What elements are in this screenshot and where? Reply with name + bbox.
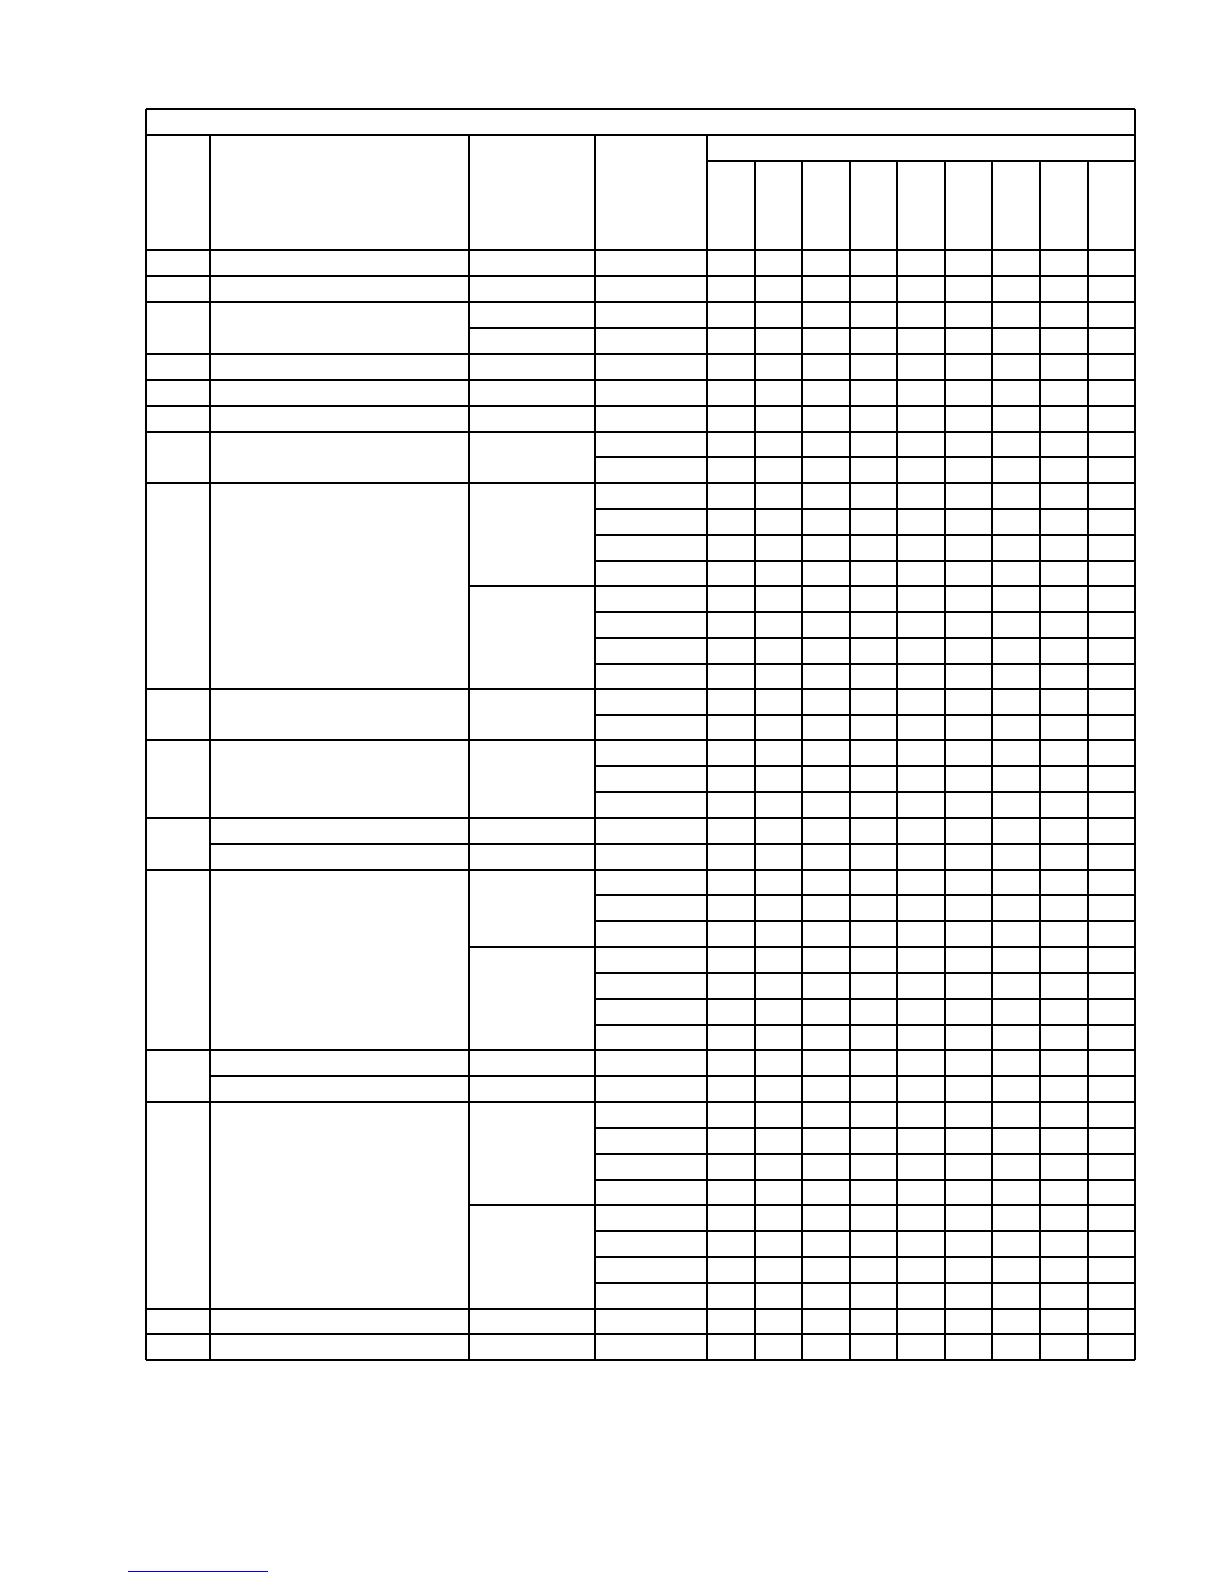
footer-link[interactable] [128,1571,268,1572]
